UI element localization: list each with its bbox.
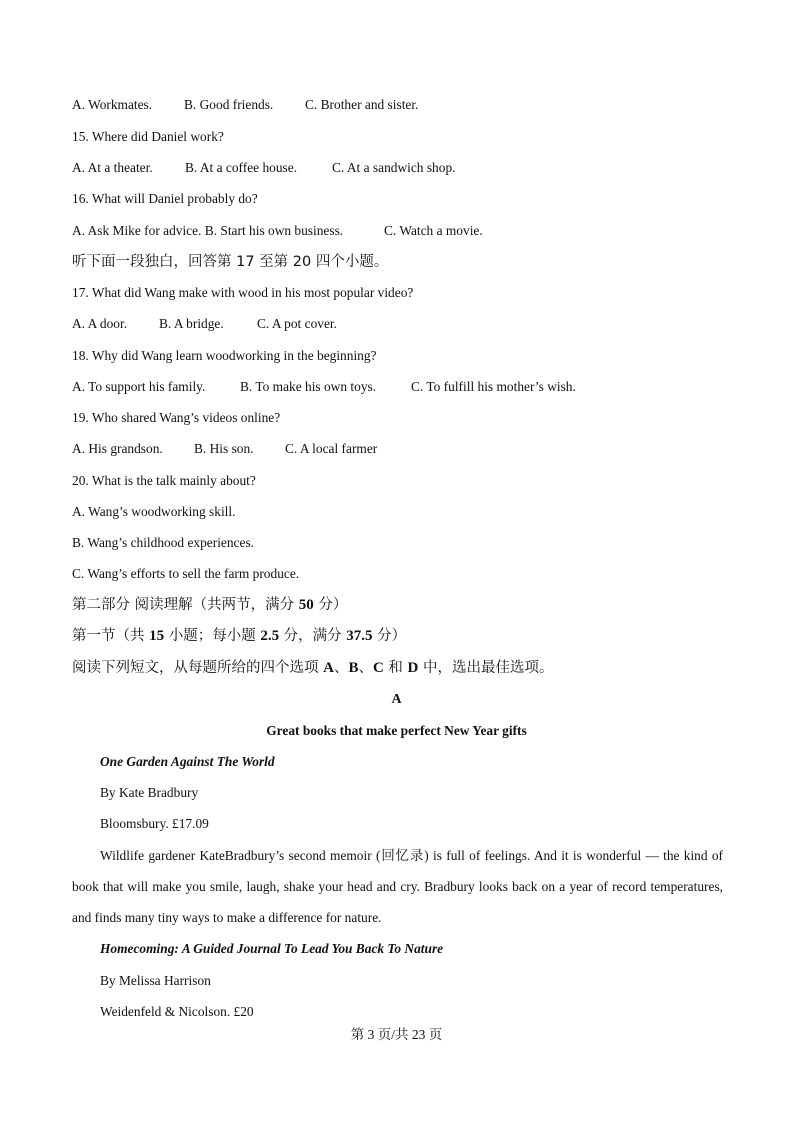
option: A. A door.	[72, 316, 128, 331]
option: A. Workmates.	[72, 97, 153, 112]
book1-title: One Garden Against The World	[100, 754, 275, 769]
section-title: 第一节（共 15 小题；每小题 2.5 分，满分 37.5 分）	[72, 628, 407, 644]
option: B. At a coffee house.	[185, 160, 298, 175]
option: A. At a theater.	[72, 160, 153, 175]
q16-options	[72, 222, 723, 240]
option: A. His grandson.	[72, 441, 163, 456]
book1-review: Wildlife gardener KateBradbury’s second memoir (回忆录) is full of feelings. And it is wonderful — the kind of book that will make you smile, laugh, shake your head and cry. Bradbury looks back on a year of record temperatures, and finds many tiny ways to make a difference for nature.	[72, 848, 723, 925]
passage-title: Great books that make perfect New Year gifts	[266, 723, 527, 738]
question-18: 18. Why did Wang learn woodworking in the beginning?	[72, 348, 377, 363]
question-15: 15. Where did Daniel work?	[72, 129, 224, 144]
q15-options	[72, 159, 723, 177]
q20-option-a: A. Wang’s woodworking skill.	[72, 504, 236, 519]
page-footer: 第 3 页/共 23 页	[350, 1027, 443, 1042]
q14-options	[72, 96, 723, 114]
question-17: 17. What did Wang make with wood in his most popular video?	[72, 285, 414, 300]
question-19: 19. Who shared Wang’s videos online?	[72, 410, 281, 425]
option: C. Brother and sister.	[305, 97, 419, 112]
book2-author: By Melissa Harrison	[100, 973, 211, 988]
option: B. Good friends.	[184, 97, 274, 112]
option: C. Watch a movie.	[384, 223, 483, 238]
passage-letter: A	[391, 692, 402, 707]
option: B. A bridge.	[159, 316, 224, 331]
question-20: 20. What is the talk mainly about?	[72, 473, 256, 488]
option: B. To make his own toys.	[240, 379, 377, 394]
option: A. To support his family.	[72, 379, 206, 394]
option: C. To fulfill his mother’s wish.	[411, 379, 576, 394]
book2-title: Homecoming: A Guided Journal To Lead You Back To Nature	[100, 941, 444, 956]
book2-publisher: Weidenfeld & Nicolson. £20	[100, 1004, 254, 1019]
option: B. His son.	[194, 441, 254, 456]
q17-options	[72, 315, 723, 333]
option: C. At a sandwich shop.	[332, 160, 456, 175]
book1-publisher: Bloomsbury. £17.09	[100, 816, 209, 831]
option: A. Ask Mike for advice. B. Start his own business.	[72, 223, 344, 238]
part-title: 第二部分 阅读理解（共两节，满分 50 分）	[72, 597, 348, 613]
option: C. A local farmer	[285, 441, 378, 456]
question-16: 16. What will Daniel probably do?	[72, 191, 258, 206]
reading-instruction: 阅读下列短文，从每题所给的四个选项 A、B、C 和 D 中，选出最佳选项。	[72, 660, 554, 676]
book1-author: By Kate Bradbury	[100, 785, 199, 800]
q19-options	[72, 440, 723, 458]
q20-option-c: C. Wang’s efforts to sell the farm produce.	[72, 566, 300, 581]
q18-options	[72, 378, 723, 396]
option: C. A pot cover.	[257, 316, 337, 331]
monologue-instruction: 听下面一段独白，回答第 17 至第 20 四个小题。	[72, 254, 389, 270]
q20-option-b: B. Wang’s childhood experiences.	[72, 535, 255, 550]
